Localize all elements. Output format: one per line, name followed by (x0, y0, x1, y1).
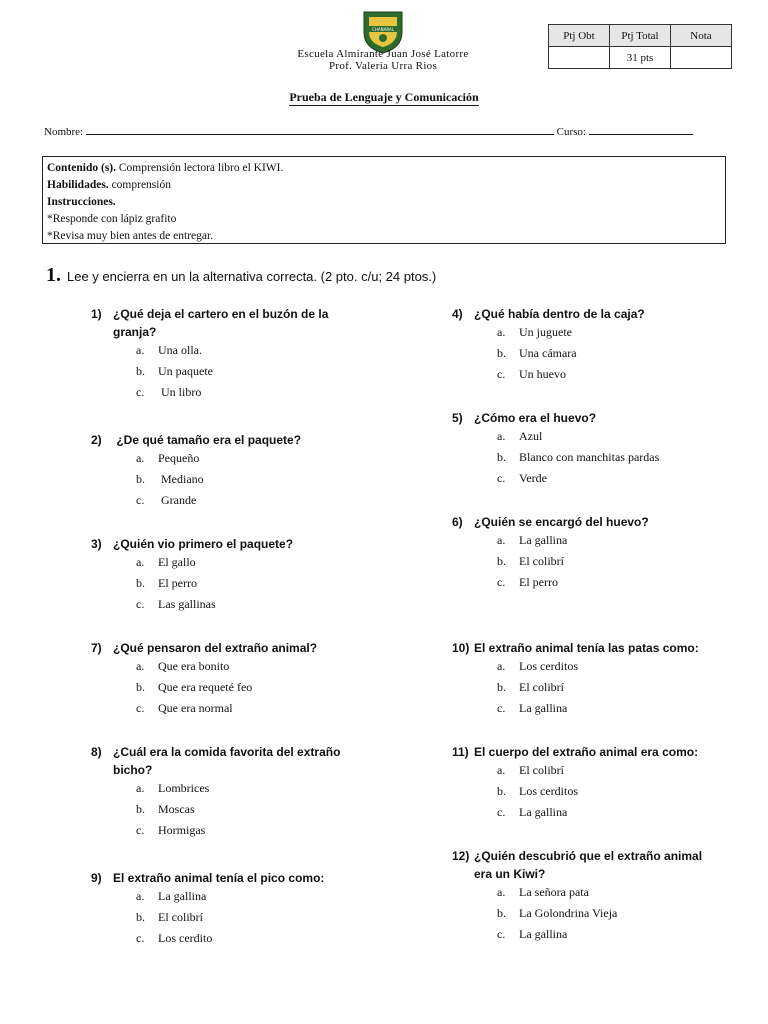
section-text: Lee y encierra en un la alternativa correcta. (2 pto. c/u; 24 ptos.) (67, 269, 437, 284)
question-text: ¿Quién descubrió que el extraño animal (474, 849, 703, 863)
question-1 (91, 307, 391, 403)
option-c[interactable]: c. Los cerdito (136, 931, 213, 945)
question-text: ¿Cómo era el huevo? (474, 411, 597, 425)
test-title: Prueba de Lenguaje y Comunicación (289, 90, 479, 104)
option-c[interactable]: c. Un libro (136, 385, 202, 399)
question-6 (452, 515, 752, 593)
question-number: 7) (91, 641, 102, 655)
option-c[interactable]: c. La gallina (497, 701, 568, 715)
name-label: Nombre: (44, 126, 84, 138)
test-title-wrap (0, 90, 768, 105)
question-text: El cuerpo del extraño animal era como: (474, 745, 699, 759)
score-header-grade: Nota (671, 25, 732, 47)
question-number: 8) (91, 745, 102, 759)
instruction-2: *Revisa muy bien antes de entregar. (47, 230, 214, 242)
option-b[interactable]: b. Una cámara (497, 346, 577, 360)
question-9 (91, 871, 391, 949)
teacher-name: Prof. Valeria Urra Rios (328, 60, 438, 72)
option-c[interactable]: c. Que era normal (136, 701, 233, 715)
course-label: Curso: (556, 126, 586, 138)
question-text: ¿Quién vio primero el paquete? (113, 537, 294, 551)
question-text: ¿Qué deja el cartero en el buzón de la (113, 307, 329, 321)
question-number: 12) (452, 849, 470, 863)
option-c[interactable]: c. Grande (136, 493, 197, 507)
question-text: ¿Cuál era la comida favorita del extraño (113, 745, 341, 759)
question-5 (452, 411, 752, 489)
option-b[interactable]: b. La Golondrina Vieja (497, 906, 618, 920)
question-text-cont: era un Kiwi? (474, 867, 546, 881)
option-b[interactable]: b. Blanco con manchitas pardas (497, 450, 660, 464)
option-c[interactable]: c. El perro (497, 575, 558, 589)
question-number: 11) (452, 745, 469, 759)
school-header (250, 48, 516, 72)
option-b[interactable]: b. El colibrí (497, 554, 564, 568)
question-10 (452, 641, 752, 719)
question-number: 5) (452, 411, 463, 425)
score-header-obtained: Ptj Obt (549, 25, 610, 47)
question-4 (452, 307, 752, 385)
question-text: ¿Qué pensaron del extraño animal? (113, 641, 318, 655)
course-blank[interactable] (589, 124, 693, 135)
contenido-value: Comprensión lectora libro el KIWI. (118, 162, 284, 174)
score-total-cell: 31 pts (610, 47, 671, 69)
question-number: 2) (91, 433, 102, 447)
svg-text:CHAÑARAL: CHAÑARAL (372, 27, 394, 32)
option-a[interactable]: a. El gallo (136, 555, 196, 569)
question-number: 6) (452, 515, 463, 529)
option-b[interactable]: b. Que era requeté feo (136, 680, 253, 694)
option-c[interactable]: c. Hormigas (136, 823, 206, 837)
question-text: ¿Quién se encargó del huevo? (474, 515, 649, 529)
option-a[interactable]: a. La señora pata (497, 885, 589, 899)
option-c[interactable]: c. La gallina (497, 927, 568, 941)
option-c[interactable]: c. Las gallinas (136, 597, 216, 611)
option-a[interactable]: a. La gallina (136, 889, 207, 903)
section-number: 1. (46, 264, 61, 286)
contenido-label: Contenido (s). (47, 162, 117, 174)
question-number: 4) (452, 307, 463, 321)
option-a[interactable]: a. Los cerditos (497, 659, 578, 673)
option-b[interactable]: b. Moscas (136, 802, 195, 816)
option-a[interactable]: a. Azul (497, 429, 543, 443)
instrucciones-label: Instrucciones. (47, 196, 116, 208)
question-number: 1) (91, 307, 102, 321)
option-a[interactable]: a. El colibrí (497, 763, 564, 777)
option-b[interactable]: b. Un paquete (136, 364, 213, 378)
option-b[interactable]: b. Mediano (136, 472, 204, 486)
option-a[interactable]: a. Lombrices (136, 781, 210, 795)
question-text: ¿De qué tamaño era el paquete? (113, 433, 302, 447)
question-number: 10) (452, 641, 470, 655)
option-c[interactable]: c. La gallina (497, 805, 568, 819)
question-11 (452, 745, 752, 823)
score-obtained-cell (549, 47, 610, 69)
grade-cell (671, 47, 732, 69)
question-text: ¿Qué había dentro de la caja? (474, 307, 645, 321)
option-c[interactable]: c. Un huevo (497, 367, 566, 381)
option-a[interactable]: a. Una olla. (136, 343, 202, 357)
option-b[interactable]: b. El perro (136, 576, 197, 590)
question-number: 9) (91, 871, 102, 885)
school-name: Escuela Almirante Juan José Latorre (297, 48, 469, 60)
question-3 (91, 537, 391, 615)
option-a[interactable]: a. La gallina (497, 533, 568, 547)
option-a[interactable]: a. Pequeño (136, 451, 200, 465)
question-number: 3) (91, 537, 102, 551)
option-a[interactable]: a. Que era bonito (136, 659, 230, 673)
score-header-total: Ptj Total (610, 25, 671, 47)
option-c[interactable]: c. Verde (497, 471, 547, 485)
question-text-cont: granja? (113, 325, 157, 339)
score-table (548, 24, 732, 69)
question-8 (91, 745, 391, 841)
option-a[interactable]: a. Un juguete (497, 325, 572, 339)
question-text-cont: bicho? (113, 763, 153, 777)
question-text: El extraño animal tenía el pico como: (113, 871, 325, 885)
question-text: El extraño animal tenía las patas como: (474, 641, 699, 655)
option-b[interactable]: b. El colibrí (497, 680, 564, 694)
name-blank[interactable] (86, 124, 554, 135)
question-2 (91, 433, 391, 511)
option-b[interactable]: b. Los cerditos (497, 784, 578, 798)
instruction-1: *Responde con lápiz grafito (47, 213, 177, 225)
section-instruction (46, 264, 436, 287)
habilidades-value: comprensión (111, 179, 171, 191)
question-12 (452, 849, 752, 945)
option-b[interactable]: b. El colibrí (136, 910, 203, 924)
name-course-line (44, 124, 724, 138)
question-7 (91, 641, 391, 719)
habilidades-label: Habilidades. (47, 179, 109, 191)
info-box (42, 156, 726, 244)
